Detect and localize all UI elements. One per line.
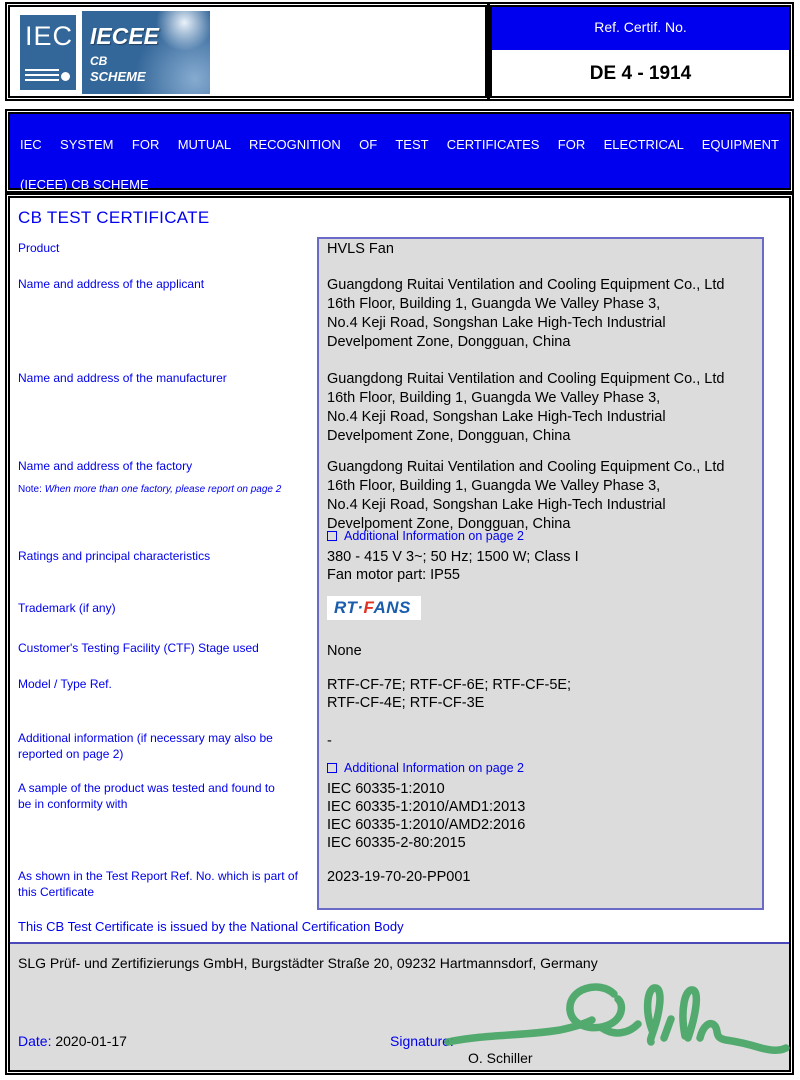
product-label: Product	[18, 241, 60, 255]
iecee-logo-text: IECEE	[90, 23, 160, 49]
page-title: CB TEST CERTIFICATE	[18, 208, 210, 227]
iec-logo	[20, 15, 76, 90]
issued-by-statement: This CB Test Certificate is issued by the National Certification Body	[18, 919, 404, 934]
header-logos-box	[8, 5, 487, 98]
factory-note: Note: When more than one factory, please report on page 2	[18, 484, 282, 495]
applicant-address: Guangdong Ruitai Ventilation and Cooling Equipment Co., Ltd 16th Floor, Building 1, Guangda We Valley Phase 3, No.4 Keji Road, Songshan Lake High-Tech Industrial Develpoment Zone, Dongguan, China	[327, 277, 725, 350]
iecee-cb-scheme-logo	[82, 11, 210, 94]
iecee-logo-scheme-text: SCHEME	[90, 69, 146, 84]
checkbox-icon	[327, 531, 337, 541]
ctf-value: None	[327, 643, 362, 659]
additional-info-checkbox-line: Additional Information on page 2	[327, 761, 524, 775]
conformity-label: A sample of the product was tested and found to be in conformity with	[18, 781, 275, 811]
additional-info-value: -	[327, 733, 332, 749]
ncb-footer-section	[10, 942, 789, 1070]
date-line: Date: 2020-01-17	[18, 1033, 127, 1049]
test-report-label: As shown in the Test Report Ref. No. which is part of this Certificate	[18, 869, 298, 899]
model-value: RTF-CF-7E; RTF-CF-6E; RTF-CF-5E; RTF-CF-4E; RTF-CF-3E	[327, 677, 572, 711]
factory-additional-info: Additional Information on page 2	[327, 529, 524, 543]
certificate-body	[8, 196, 791, 1072]
ratings-label: Ratings and principal characteristics	[18, 549, 211, 563]
signature-label: Signature:	[390, 1033, 454, 1049]
iec-logo-text: IEC	[25, 21, 74, 51]
model-label: Model / Type Ref.	[18, 677, 112, 691]
ratings-value: 380 - 415 V 3~; 50 Hz; 1500 W; Class I Fan motor part: IP55	[327, 549, 579, 583]
scheme-banner	[8, 112, 791, 190]
applicant-label: Name and address of the applicant	[18, 277, 205, 291]
iecee-logo-cb-text: CB	[90, 54, 108, 68]
signer-name: O. Schiller	[468, 1050, 533, 1066]
product-value: HVLS Fan	[327, 241, 394, 257]
trademark-label: Trademark (if any)	[18, 601, 116, 615]
checkbox-icon	[327, 763, 337, 773]
iec-logo-dot-icon	[61, 72, 70, 81]
factory-address: Guangdong Ruitai Ventilation and Cooling Equipment Co., Ltd 16th Floor, Building 1, Guangda We Valley Phase 3, No.4 Keji Road, Songshan Lake High-Tech Industrial Develpoment Zone, Dongguan, China	[327, 459, 725, 532]
banner-line-2: (IECEE) CB SCHEME	[20, 177, 149, 192]
manufacturer-address: Guangdong Ruitai Ventilation and Cooling Equipment Co., Ltd 16th Floor, Building 1, Guangda We Valley Phase 3, No.4 Keji Road, Songshan Lake High-Tech Industrial Develpoment Zone, Dongguan, China	[327, 371, 725, 444]
trademark-value	[327, 596, 421, 620]
rt-fans-trademark-logo: RT·FANS	[327, 596, 421, 620]
ref-certif-number: DE 4 - 1914	[589, 63, 692, 84]
ctf-label: Customer's Testing Facility (CTF) Stage used	[18, 641, 259, 655]
conformity-standards: IEC 60335-1:2010 IEC 60335-1:2010/AMD1:2013 IEC 60335-1:2010/AMD2:2016 IEC 60335-2-80:2015	[327, 781, 526, 851]
test-report-value: 2023-19-70-20-PP001	[327, 869, 471, 885]
additional-info-label: Additional information (if necessary may also be reported on page 2)	[18, 731, 273, 761]
ncb-address: SLG Prüf- und Zertifizierungs GmbH, Burgstädter Straße 20, 09232 Hartmannsdorf, Germany	[18, 955, 598, 971]
ref-certif-label: Ref. Certif. No.	[492, 7, 789, 50]
factory-label: Name and address of the factory	[18, 459, 193, 473]
manufacturer-label: Name and address of the manufacturer	[18, 371, 227, 385]
ref-certif-box	[490, 5, 791, 98]
iec-logo-bars-icon	[25, 66, 59, 81]
date-value: 2020-01-17	[55, 1033, 127, 1049]
banner-line-1: IEC SYSTEM FOR MUTUAL RECOGNITION OF TEST CERTIFICATES FOR ELECTRICAL EQUIPMENT	[20, 137, 779, 152]
